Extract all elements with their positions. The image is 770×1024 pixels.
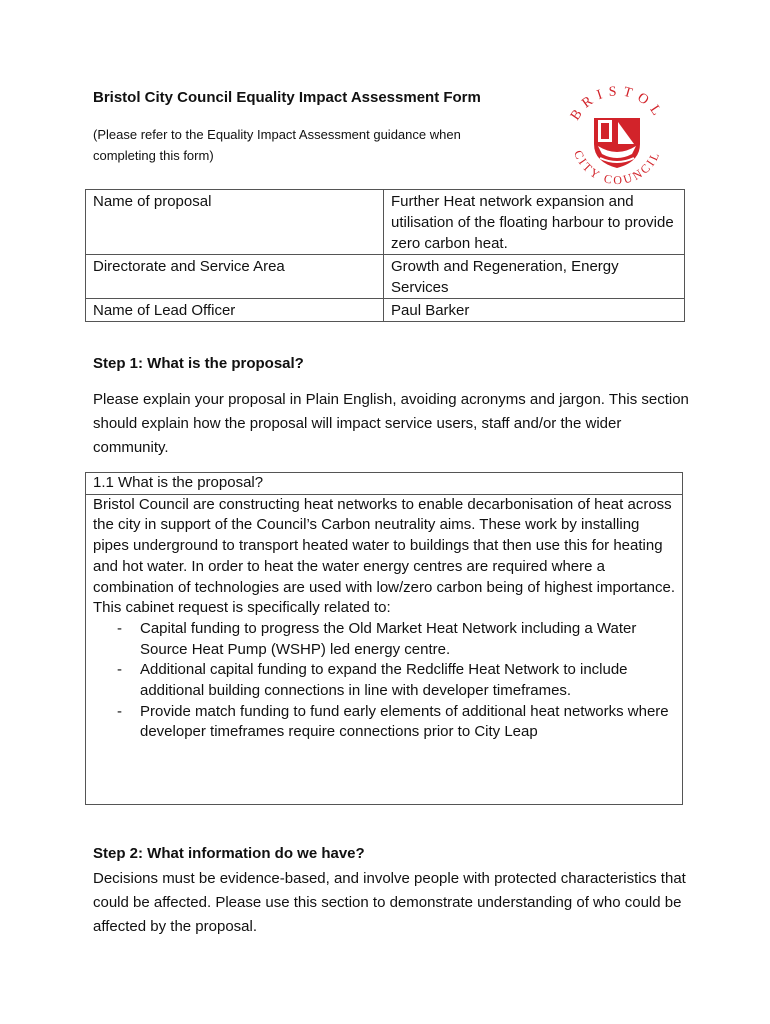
table-row [86,190,685,255]
value-cell: Growth and Regeneration, Energy Services [384,255,685,299]
list-item: - Provide match funding to fund early elements of additional heat networks where developer timeframes require connections prior to City Leap [113,702,675,743]
value-cell: Paul Barker [384,299,685,322]
value-cell: Further Heat network expansion and utilisation of the floating harbour to provide zero carbon heat. [384,190,685,255]
box-heading: 1.1 What is the proposal? [86,473,682,495]
svg-text:CITY COUNCIL: CITY COUNCIL [571,148,663,188]
proposal-description-box [85,472,683,805]
list-item: - Additional capital funding to expand the Redcliffe Heat Network to include additional building connections in line with developer timeframes. [113,660,675,701]
crest-icon [594,118,640,168]
step2-heading: Step 2: What information do we have? [93,845,365,862]
step1-heading: Step 1: What is the proposal? [93,355,304,372]
bullet-list [93,619,675,743]
label-cell: Name of Lead Officer [86,299,384,322]
label-cell: Name of proposal [86,190,384,255]
step1-instructions: Please explain your proposal in Plain English, avoiding acronyms and jargon. This section should explain how the proposal will impact service users, staff and/or the wider community. [93,391,689,456]
label-cell: Directorate and Service Area [86,255,384,299]
form-title: Bristol City Council Equality Impact Assessment Form [93,89,481,106]
bristol-city-council-logo [560,82,675,197]
guidance-note: (Please refer to the Equality Impact Assessment guidance when completing this form) [93,127,461,163]
box-text: Bristol Council are constructing heat networks to enable decarbonisation of heat across the city in support of the Council’s Carbon neutrality aims. These work by installing pipes underground to transport heated water to buildings that then use this for heating and hot water. In order to heat the water energy centres are required where a combination of technologies are used with low/zero carbon being of highest importance. This cabinet request is specifically related to: [93,495,676,617]
svg-text:BRISTOL: BRISTOL [568,84,667,124]
step2-text: Decisions must be evidence-based, and involve people with protected characteristics that could be affected. Please use this section to demonstrate understanding of who could be affected by the proposal. [93,870,686,935]
proposal-info-table [85,189,685,322]
table-row [86,255,685,299]
table-row [86,299,685,322]
list-item: - Capital funding to progress the Old Market Heat Network including a Water Source Heat Pump (WSHP) led energy centre. [113,619,675,660]
